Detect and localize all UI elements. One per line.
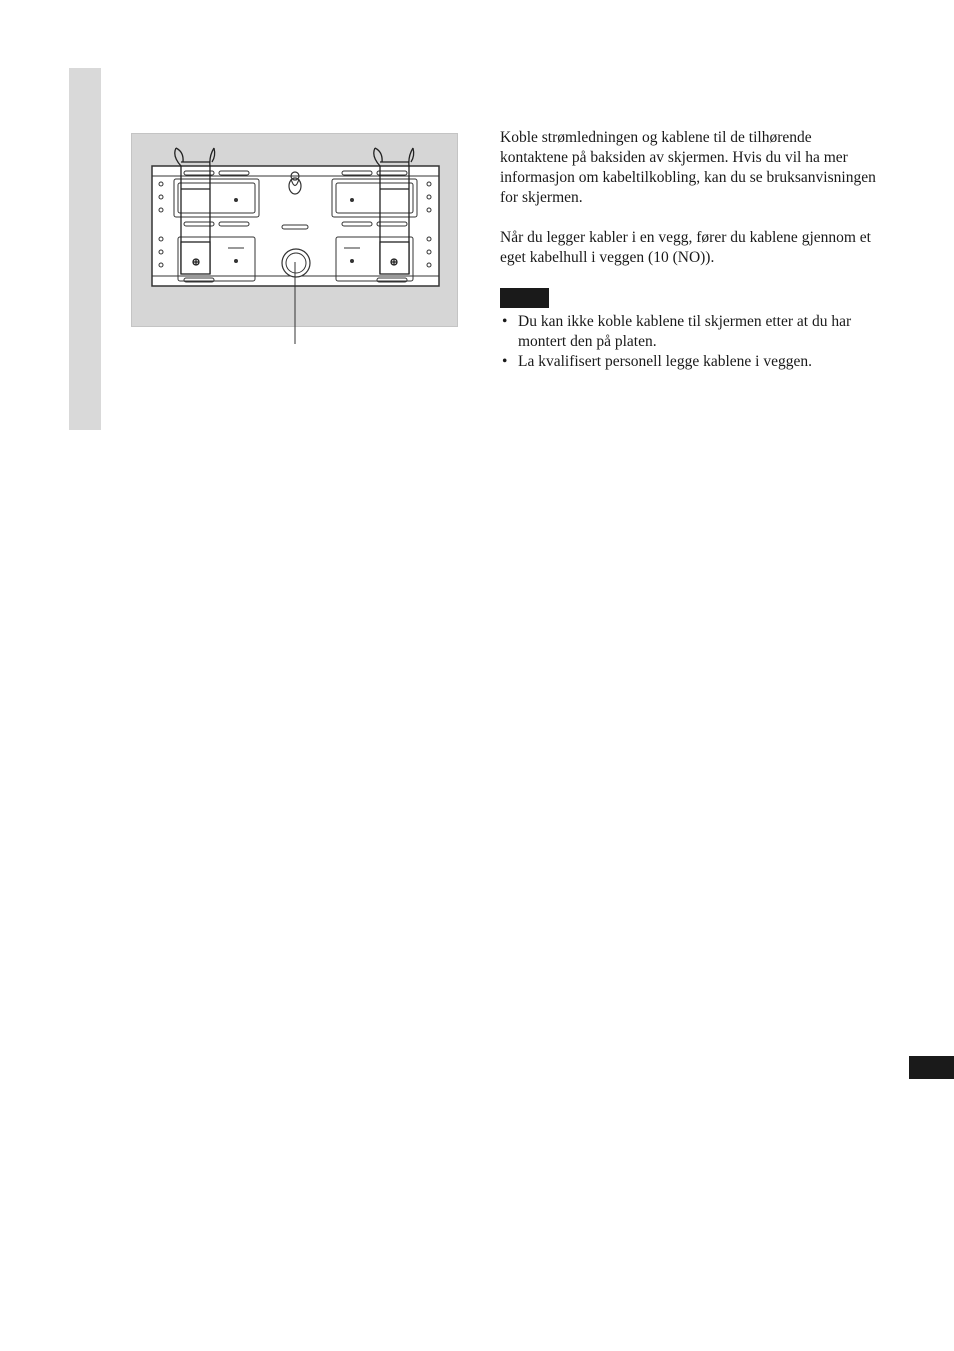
page-tab-marker	[909, 1056, 954, 1079]
note-item: • La kvalifisert personell legge kablene i veggen.	[500, 352, 880, 372]
instruction-paragraph-2: Når du legger kabler i en vegg, fører du kablene gjennom et eget kabelhull i veggen (10 (NO)).	[500, 229, 871, 266]
note-item: • Du kan ikke koble kablene til skjermen etter at du har montert den på platen.	[500, 312, 880, 352]
cable-hole	[282, 249, 310, 277]
notes-list	[500, 312, 880, 372]
section-side-band	[69, 68, 101, 430]
instruction-paragraph-1: Koble strømledningen og kablene til de tilhørende kontaktene på baksiden av skjermen. Hvis du vil ha mer informasjon om kabeltilkobling, kan du se bruksanvisningen for skjermen.	[500, 129, 876, 206]
bracket-drawing	[132, 134, 459, 328]
instructions-column	[500, 128, 880, 372]
note-label	[500, 288, 549, 308]
bracket-illustration	[131, 133, 458, 327]
